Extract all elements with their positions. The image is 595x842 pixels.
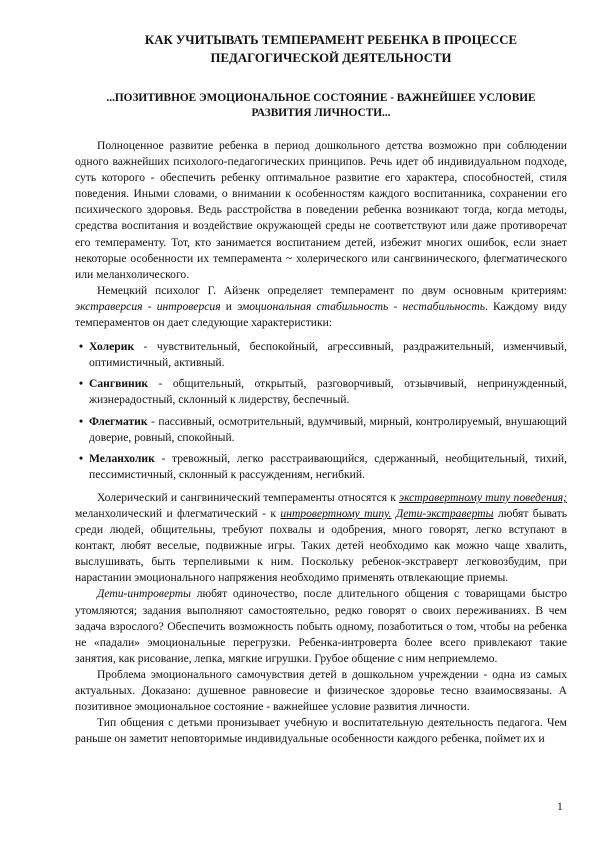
italic-term: интровертному типу. bbox=[280, 506, 392, 520]
italic-term: эмоциональная стабильность - нестабильность bbox=[237, 299, 485, 313]
temperament-description: - пассивный, осмотрительный, вдумчивый, мирный, контролируемый, внушающий доверие, ровный, спокойный. bbox=[89, 414, 567, 444]
page-title: КАК УЧИТЫВАТЬ ТЕМПЕРАМЕНТ РЕБЕНКА В ПРОЦЕССЕ ПЕДАГОГИЧЕСКОЙ ДЕЯТЕЛЬНОСТИ bbox=[144, 33, 518, 65]
italic-term: экстравертному типу поведения; bbox=[399, 490, 567, 504]
temperament-term: Сангвиник bbox=[89, 377, 149, 391]
text-run: . Каждому виду темпераментов он дает следующие характеристики: bbox=[75, 299, 567, 330]
list-item bbox=[79, 339, 567, 371]
list-item bbox=[79, 451, 567, 483]
italic-term: Дети-экстраверты bbox=[395, 506, 494, 520]
bullet-icon: • bbox=[79, 340, 84, 354]
italic-term: экстраверсия - интроверсия bbox=[75, 299, 221, 313]
temperament-term: Холерик bbox=[89, 340, 135, 354]
page-number: 1 bbox=[557, 800, 563, 813]
list-item bbox=[79, 376, 567, 408]
text-run: и bbox=[220, 299, 238, 313]
text-run: любят бывать среди людей, общительны, требуют похвалы и одобрения, много говорят, легко вступают в контакт, любят веселые, подвижные игры. Таких детей необходимо как можно чаще хвалить, выслушивать, быть терпеливыми к ним. Поскольку ребенок-экстраверт легковозбудим, при нарастании эмоционального напряжения необходимо применять отвлекающие приемы. bbox=[75, 506, 568, 585]
paragraph-intro: Полноценное развитие ребенка в период дошкольного детства возможно при соблюдении одного важнейших психолого-педагогических принципов. Речь идет об индивидуальном подходе, суть которого - обеспечить ребенку оптимальное развитие его характера, способностей, стиля поведения. Иными словами, о внимании к особенностям каждого воспитанника, сохранении его психического здоровья. Ведь расстройства в поведении ребенка возникают тогда, когда методы, средства воспитания и воздействие окружающей среды не соответствуют или даже противоречат его темпераменту. Тот, кто занимается воспитанием детей, избежит многих ошибок, если знает некоторые особенности их темперамента ~ холерического или сангвинического, флегматического или меланхолического. bbox=[75, 139, 567, 281]
text-run: Холерический и сангвинический темпераменты относятся к bbox=[97, 490, 400, 504]
text-run: меланхолический и флегматический - к bbox=[75, 506, 281, 520]
paragraph-introverts bbox=[75, 586, 567, 666]
temperament-description: - чувствительный, беспокойный, агрессивный, раздражительный, изменчивый, оптимистичный, активный. bbox=[89, 340, 567, 370]
temperament-description: - тревожный, легко расстраивающийся, сдержанный, необщительный, тихий, пессимистичный, склонный к рассуждениям, негибкий. bbox=[89, 451, 567, 481]
text-run: Немецкий психолог Г. Айзенк определяет темперамент по двум основным критериям: bbox=[97, 283, 567, 297]
document-content bbox=[75, 32, 567, 747]
temperament-description: - общительный, открытый, разговорчивый, отзывчивый, непринужденный, жизнерадостный, склонный к лидерству, беспечный. bbox=[89, 377, 567, 407]
paragraph-eysenck bbox=[75, 283, 567, 331]
bullet-icon: • bbox=[79, 451, 84, 465]
list-item bbox=[79, 414, 567, 446]
bullet-icon: • bbox=[79, 377, 84, 391]
paragraph-emotional-wellbeing: Проблема эмоционального самочувствия детей в дошкольном учреждении - одна из самых актуальных. Доказано: душевное равновесие и физическое здоровье тесно взаимосвязаны. А позитивное эмоциональное состояние - важнейшее условие развития личности. bbox=[75, 667, 567, 714]
text-run: любят одиночество, после длительного общения с товарищами быстро утомляются; задания выполняют самостоятельно, редко говорят о своих переживаниях. В чем задача взрослого? Обеспечить возможность побыть одному, позаботиться о том, чтобы на ребенка не «падали» эмоциональные перегрузки. Ребенка-интроверта более всего привлекают такие занятия, как рисование, лепка, мягкие игрушки. Грубое общение с ним неприемлемо. bbox=[75, 587, 567, 665]
paragraph-communication: Тип общения с детьми пронизывает учебную и воспитательную деятельность педагога. Чем раньше он заметит неповторимые индивидуальные особенности каждого ребенка, поймет их и bbox=[75, 716, 567, 746]
temperament-term: Меланхолик bbox=[89, 451, 155, 465]
italic-term: Дети-интроверты bbox=[97, 587, 191, 601]
temperament-term: Флегматик bbox=[89, 414, 148, 428]
temperament-list bbox=[79, 339, 567, 483]
section-subtitle: ...ПОЗИТИВНОЕ ЭМОЦИОНАЛЬНОЕ СОСТОЯНИЕ - ВАЖНЕЙШЕЕ УСЛОВИЕ РАЗВИТИЯ ЛИЧНОСТИ... bbox=[106, 92, 536, 119]
bullet-icon: • bbox=[79, 414, 84, 428]
paragraph-extraverts bbox=[75, 490, 567, 587]
